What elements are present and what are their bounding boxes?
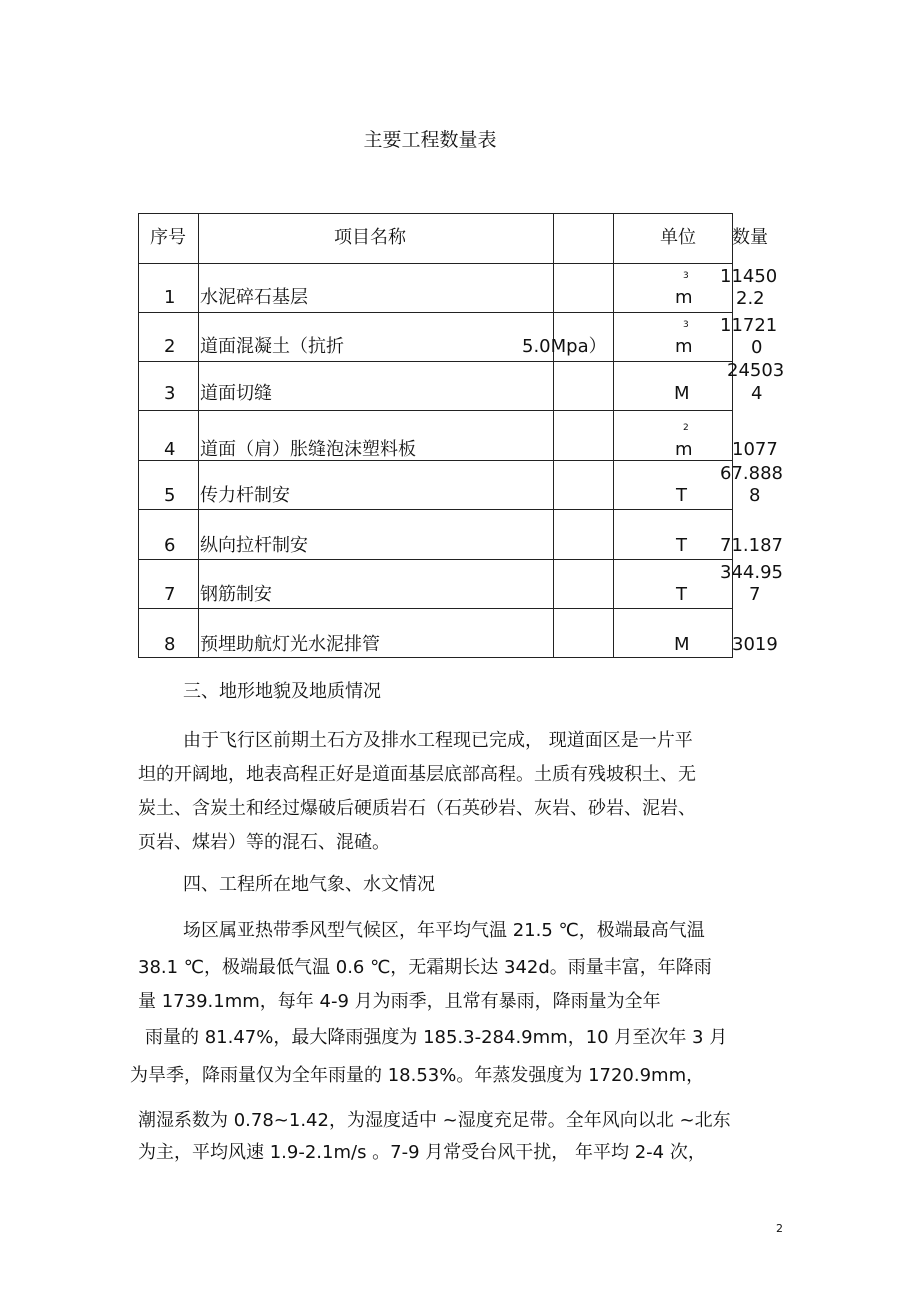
paragraph-line: 雨量的 81.47%，最大降雨强度为 185.3-284.9mm，10 月至次年 3 月 [145, 1027, 728, 1048]
row-unit: m [675, 336, 693, 357]
row-unit: T [676, 485, 687, 506]
row-name: 传力杆制安 [200, 485, 290, 506]
row-qty: 24503 [727, 360, 785, 381]
row-qty-cont: 2.2 [736, 288, 765, 309]
row-name-extra: 5.0Mpa） [522, 336, 607, 357]
row-qty: 1077 [732, 439, 778, 460]
paragraph-line: 页岩、煤岩）等的混石、混碴。 [138, 832, 390, 853]
header-no: 序号 [150, 227, 186, 248]
row-name: 道面混凝土（抗折 [200, 336, 344, 357]
row-no: 2 [164, 336, 176, 357]
row-name: 道面（肩）胀缝泡沫塑料板 [200, 439, 416, 460]
row-name: 预埋助航灯光水泥排管 [200, 634, 380, 655]
row-no: 5 [164, 485, 176, 506]
paragraph-line: 场区属亚热带季风型气候区，年平均气温 21.5 ℃，极端最高气温 [183, 920, 705, 941]
row-no: 8 [164, 634, 176, 655]
row-qty-cont: 7 [749, 584, 761, 605]
paragraph-line: 38.1 ℃，极端最低气温 0.6 ℃，无霜期长达 342d。雨量丰富，年降雨 [138, 957, 712, 978]
row-qty-cont: 0 [751, 337, 763, 358]
row-unit: M [674, 383, 690, 404]
row-name: 道面切缝 [200, 383, 272, 404]
unit-superscript: 3 [683, 320, 689, 330]
section-heading-terrain: 三、地形地貌及地质情况 [183, 681, 381, 702]
row-qty: 344.95 [720, 562, 783, 583]
row-unit: m [675, 439, 693, 460]
quantity-table [138, 213, 785, 658]
paragraph-line: 潮湿系数为 0.78~1.42，为湿度适中 ~湿度充足带。全年风向以北 ~北东 [138, 1110, 731, 1131]
section-heading-climate: 四、工程所在地气象、水文情况 [183, 874, 435, 895]
unit-superscript: 2 [683, 423, 689, 433]
paragraph-line: 为主，平均风速 1.9-2.1m/s 。7-9 月常受台风干扰， 年平均 2-4 次， [138, 1142, 706, 1163]
row-no: 7 [164, 584, 176, 605]
paragraph-line: 量 1739.1mm，每年 4-9 月为雨季，且常有暴雨，降雨量为全年 [138, 991, 661, 1012]
header-unit: 单位 [660, 227, 696, 248]
paragraph-line: 由于飞行区前期土石方及排水工程现已完成， 现道面区是一片平 [183, 730, 693, 751]
row-qty: 11721 [720, 315, 778, 336]
page-number: 2 [776, 1222, 783, 1235]
row-no: 4 [164, 439, 176, 460]
row-qty-cont: 8 [749, 485, 761, 506]
paragraph-line: 炭土、含炭土和经过爆破后硬质岩石（石英砂岩、灰岩、砂岩、泥岩、 [138, 798, 696, 819]
row-unit: m [675, 287, 693, 308]
row-qty-cont: 4 [751, 383, 763, 404]
row-unit: T [676, 535, 687, 556]
header-name: 项目名称 [334, 227, 406, 248]
row-no: 3 [164, 383, 176, 404]
paragraph-line: 为旱季，降雨量仅为全年雨量的 18.53%。年蒸发强度为 1720.9mm， [130, 1065, 705, 1086]
row-qty: 11450 [720, 266, 778, 287]
table-title: 主要工程数量表 [363, 129, 497, 151]
row-no: 1 [164, 287, 176, 308]
row-qty: 3019 [732, 634, 778, 655]
paragraph-line: 坦的开阔地，地表高程正好是道面基层底部高程。土质有残坡积土、无 [138, 764, 696, 785]
unit-superscript: 3 [683, 271, 689, 281]
row-name: 钢筋制安 [200, 584, 272, 605]
header-qty: 数量 [732, 227, 768, 248]
row-unit: M [674, 634, 690, 655]
row-name: 纵向拉杆制安 [200, 535, 308, 556]
row-qty: 67.888 [720, 463, 783, 484]
row-qty: 71.187 [720, 535, 783, 556]
row-name: 水泥碎石基层 [200, 287, 308, 308]
row-unit: T [676, 584, 687, 605]
row-no: 6 [164, 535, 176, 556]
